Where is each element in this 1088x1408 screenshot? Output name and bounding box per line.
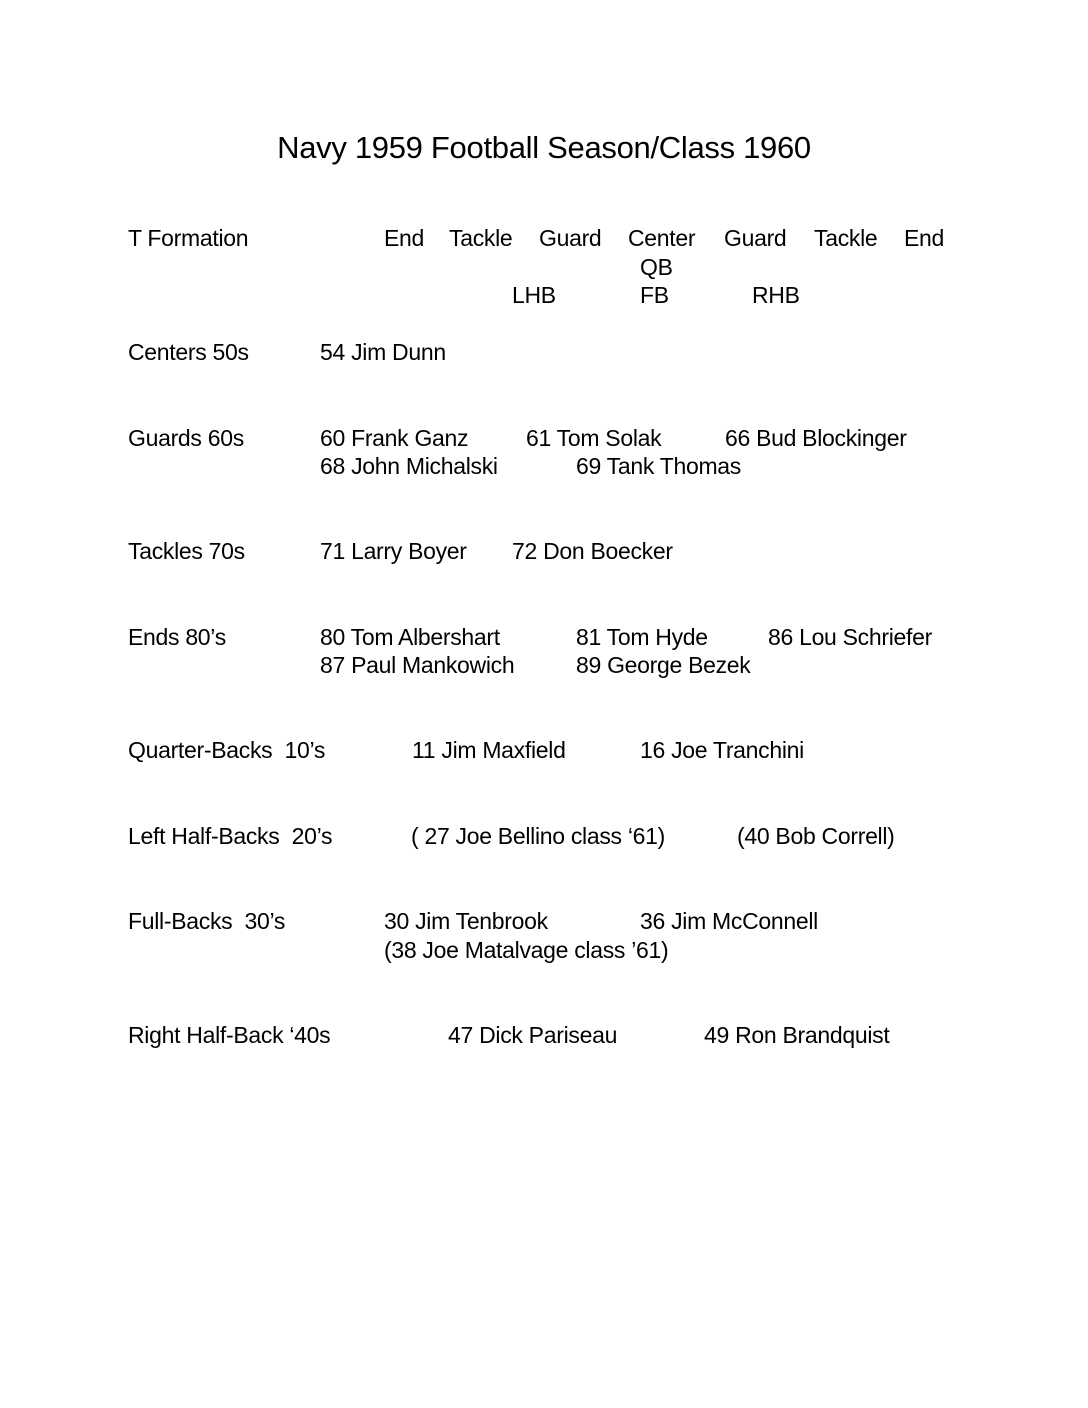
player-entry: (40 Bob Correll) (737, 823, 895, 849)
formation-label: T Formation (128, 225, 249, 251)
formation-line-tackle-right: Tackle (814, 225, 878, 251)
formation-line-guard-right: Guard (724, 225, 787, 251)
player-entry: 87 Paul Mankowich (320, 652, 515, 678)
formation-line-end-right: End (904, 225, 945, 251)
position-label: Right Half-Back ‘40s (128, 1022, 331, 1048)
player-entry: ( 27 Joe Bellino class ‘61) (411, 823, 665, 849)
position-label: Quarter-Backs 10’s (128, 737, 326, 763)
formation-qb: QB (640, 254, 673, 280)
page-title: Navy 1959 Football Season/Class 1960 (277, 130, 811, 165)
formation-line-end-left: End (384, 225, 425, 251)
player-entry: 68 John Michalski (320, 453, 498, 479)
player-entry: 49 Ron Brandquist (704, 1022, 890, 1048)
player-entry: 16 Joe Tranchini (640, 737, 804, 763)
formation-line-center: Center (628, 225, 696, 251)
player-entry: 61 Tom Solak (526, 425, 662, 451)
player-entry: 86 Lou Schriefer (768, 624, 932, 650)
player-entry: 89 George Bezek (576, 652, 751, 678)
position-label: Tackles 70s (128, 538, 245, 564)
position-label: Left Half-Backs 20’s (128, 823, 333, 849)
player-entry: 66 Bud Blockinger (725, 425, 907, 451)
player-entry: 47 Dick Pariseau (448, 1022, 618, 1048)
player-entry: 30 Jim Tenbrook (384, 908, 548, 934)
player-entry: 36 Jim McConnell (640, 908, 818, 934)
player-entry: 81 Tom Hyde (576, 624, 708, 650)
player-entry: 69 Tank Thomas (576, 453, 741, 479)
player-entry: 71 Larry Boyer (320, 538, 467, 564)
formation-back-lhb: LHB (512, 282, 556, 308)
player-entry: (38 Joe Matalvage class ’61) (384, 937, 669, 963)
position-label: Full-Backs 30’s (128, 908, 286, 934)
player-entry: 54 Jim Dunn (320, 339, 446, 365)
player-entry: 11 Jim Maxfield (412, 737, 566, 763)
formation-line-tackle-left: Tackle (449, 225, 513, 251)
formation-line-guard-left: Guard (539, 225, 602, 251)
formation-back-rhb: RHB (752, 282, 800, 308)
formation-back-fb: FB (640, 282, 669, 308)
position-label: Centers 50s (128, 339, 249, 365)
position-label: Ends 80’s (128, 624, 226, 650)
player-entry: 80 Tom Albershart (320, 624, 500, 650)
player-entry: 60 Frank Ganz (320, 425, 469, 451)
player-entry: 72 Don Boecker (512, 538, 673, 564)
position-label: Guards 60s (128, 425, 244, 451)
